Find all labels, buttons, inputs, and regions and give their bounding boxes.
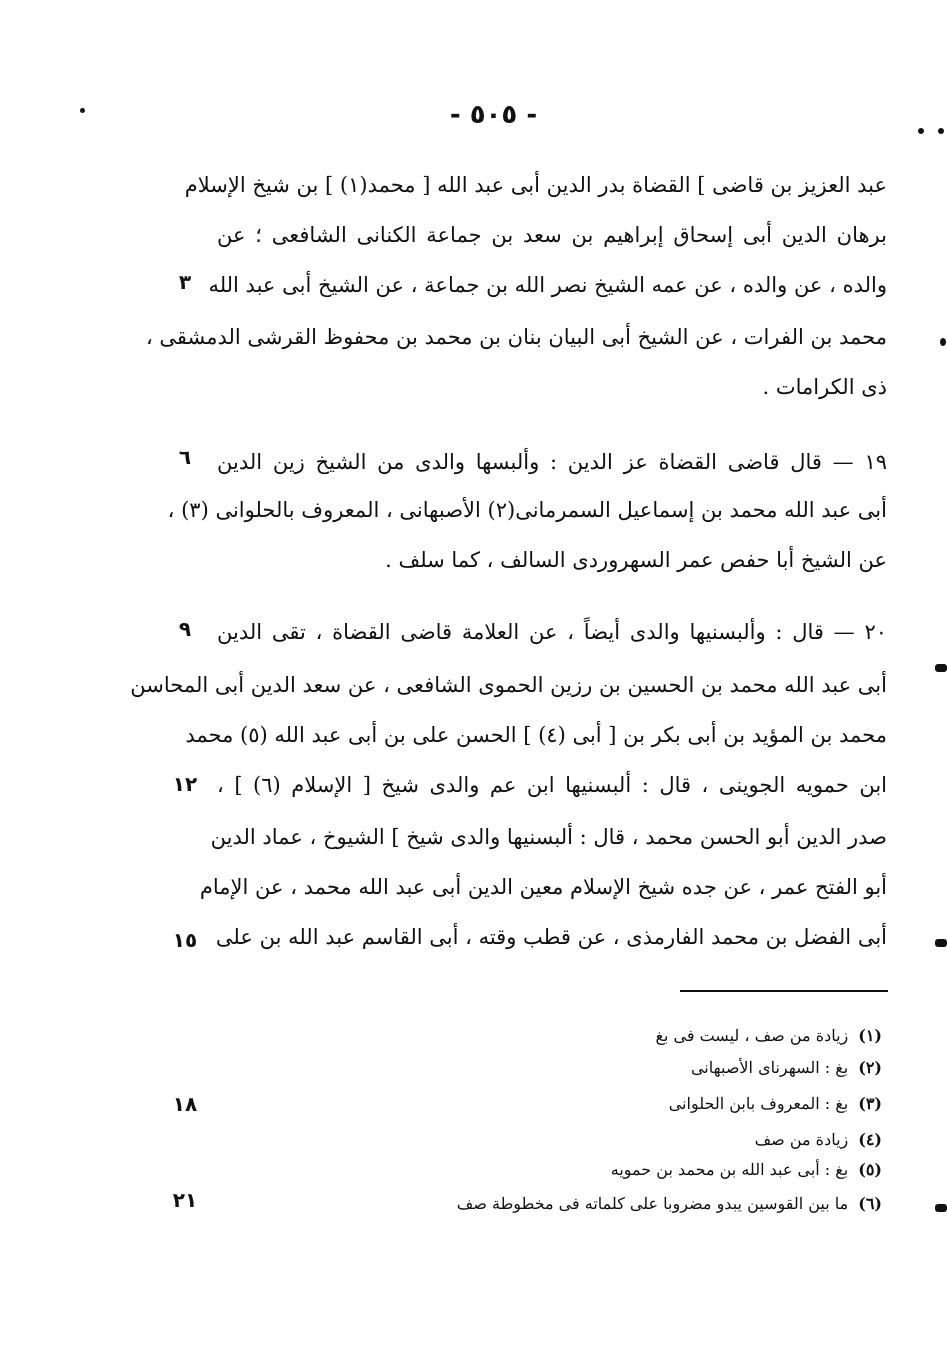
text-line-13: صدر الدين أبو الحسن محمد ، قال : ألبسنيها والدى شيخ ] الشيوخ ، عماد الدين: [210, 825, 887, 849]
text-line-6: ١٩ — قال قاضى القضاة عز الدين : وألبسها والدى من الشيخ زين الدين: [217, 450, 887, 474]
scan-speck: [80, 108, 85, 113]
scan-speck: [935, 939, 947, 947]
page-number-header: [0, 100, 947, 130]
scan-speck: [938, 128, 944, 134]
footnote-2: [362, 1054, 882, 1082]
footnote-5: [362, 1156, 882, 1184]
footnote-text: بغ : أبى عبد الله بن محمد بن حمويه: [610, 1160, 849, 1179]
text-line-4: محمد بن الفرات ، عن الشيخ أبى البيان بنان بن محمد بن محفوظ القرشى الدمشقى ،: [145, 325, 887, 349]
footnote-text: زيادة من صف: [754, 1130, 849, 1149]
footnote-text: بغ : المعروف بابن الحلوانى: [668, 1094, 849, 1113]
text-line-7: أبى عبد الله محمد بن إسماعيل السمرمانى(٢) الأصبهانى ، المعروف بالحلوانى (٣) ،: [167, 498, 887, 522]
footnote-number: (٦): [858, 1194, 882, 1213]
footnote-number: (٣): [858, 1094, 882, 1113]
page-number: - ٥٠٥ -: [449, 100, 538, 130]
footnote-3: [362, 1090, 882, 1118]
footnote-number: (١): [858, 1026, 882, 1045]
line-number-21: ٢١: [172, 1188, 198, 1212]
footnote-number: (٢): [858, 1058, 882, 1077]
line-number-15: ١٥: [172, 928, 198, 952]
footnote-4: [362, 1126, 882, 1154]
text-line-5: ذى الكرامات .: [762, 375, 887, 399]
text-line-3: والده ، عن والده ، عن عمه الشيخ نصر الله بن جماعة ، عن الشيخ أبى عبد الله: [208, 273, 887, 297]
footnote-number: (٥): [858, 1160, 882, 1179]
footnote-separator: [680, 990, 888, 992]
text-line-11: محمد بن المؤيد بن أبى بكر بن [ أبى (٤) ] الحسن على بن أبى عبد الله (٥) محمد: [185, 723, 887, 747]
line-number-9: ٩: [178, 617, 192, 641]
text-line-9: ٢٠ — قال : وألبسنيها والدى أيضاً ، عن العلامة قاضى القضاة ، تقى الدين: [217, 620, 887, 644]
footnote-1: [362, 1022, 882, 1050]
scan-speck: [935, 664, 947, 672]
scan-speck: [940, 338, 946, 346]
text-line-2: برهان الدين أبى إسحاق إبراهيم بن سعد بن جماعة الكنانى الشافعى ؛ عن: [217, 223, 887, 247]
text-line-8: عن الشيخ أبا حفص عمر السهروردى السالف ، كما سلف .: [385, 548, 887, 572]
footnote-text: ما بين القوسين يبدو مضروبا على كلماته فى مخطوطة صف: [456, 1194, 849, 1213]
line-number-12: ١٢: [172, 772, 198, 796]
line-number-3: ٣: [178, 270, 192, 294]
line-number-6: ٦: [178, 445, 192, 469]
footnote-number: (٤): [858, 1130, 882, 1149]
footnote-text: زيادة من صف ، ليست فى بغ: [655, 1026, 849, 1045]
scan-speck: [918, 128, 924, 134]
text-line-14: أبو الفتح عمر ، عن جده شيخ الإسلام معين الدين أبى عبد الله محمد ، عن الإمام: [199, 875, 887, 899]
text-line-15: أبى الفضل بن محمد الفارمذى ، عن قطب وقته ، أبى القاسم عبد الله بن على: [215, 925, 887, 949]
line-number-18: ١٨: [172, 1092, 198, 1116]
footnote-text: بغ : السهرناى الأصبهانى: [690, 1058, 849, 1077]
footnote-6: [362, 1190, 882, 1218]
text-line-10: أبى عبد الله محمد بن الحسين بن رزين الحموى الشافعى ، عن سعد الدين أبى المحاسن: [130, 673, 887, 697]
scan-speck: [935, 1204, 947, 1212]
text-line-1: عبد العزيز بن قاضى ] القضاة بدر الدين أبى عبد الله [ محمد(١) ] بن شيخ الإسلام: [184, 173, 887, 197]
text-line-12: ابن حمويه الجوينى ، قال : ألبسنيها ابن عم والدى شيخ [ الإسلام (٦) ] ،: [217, 773, 888, 797]
